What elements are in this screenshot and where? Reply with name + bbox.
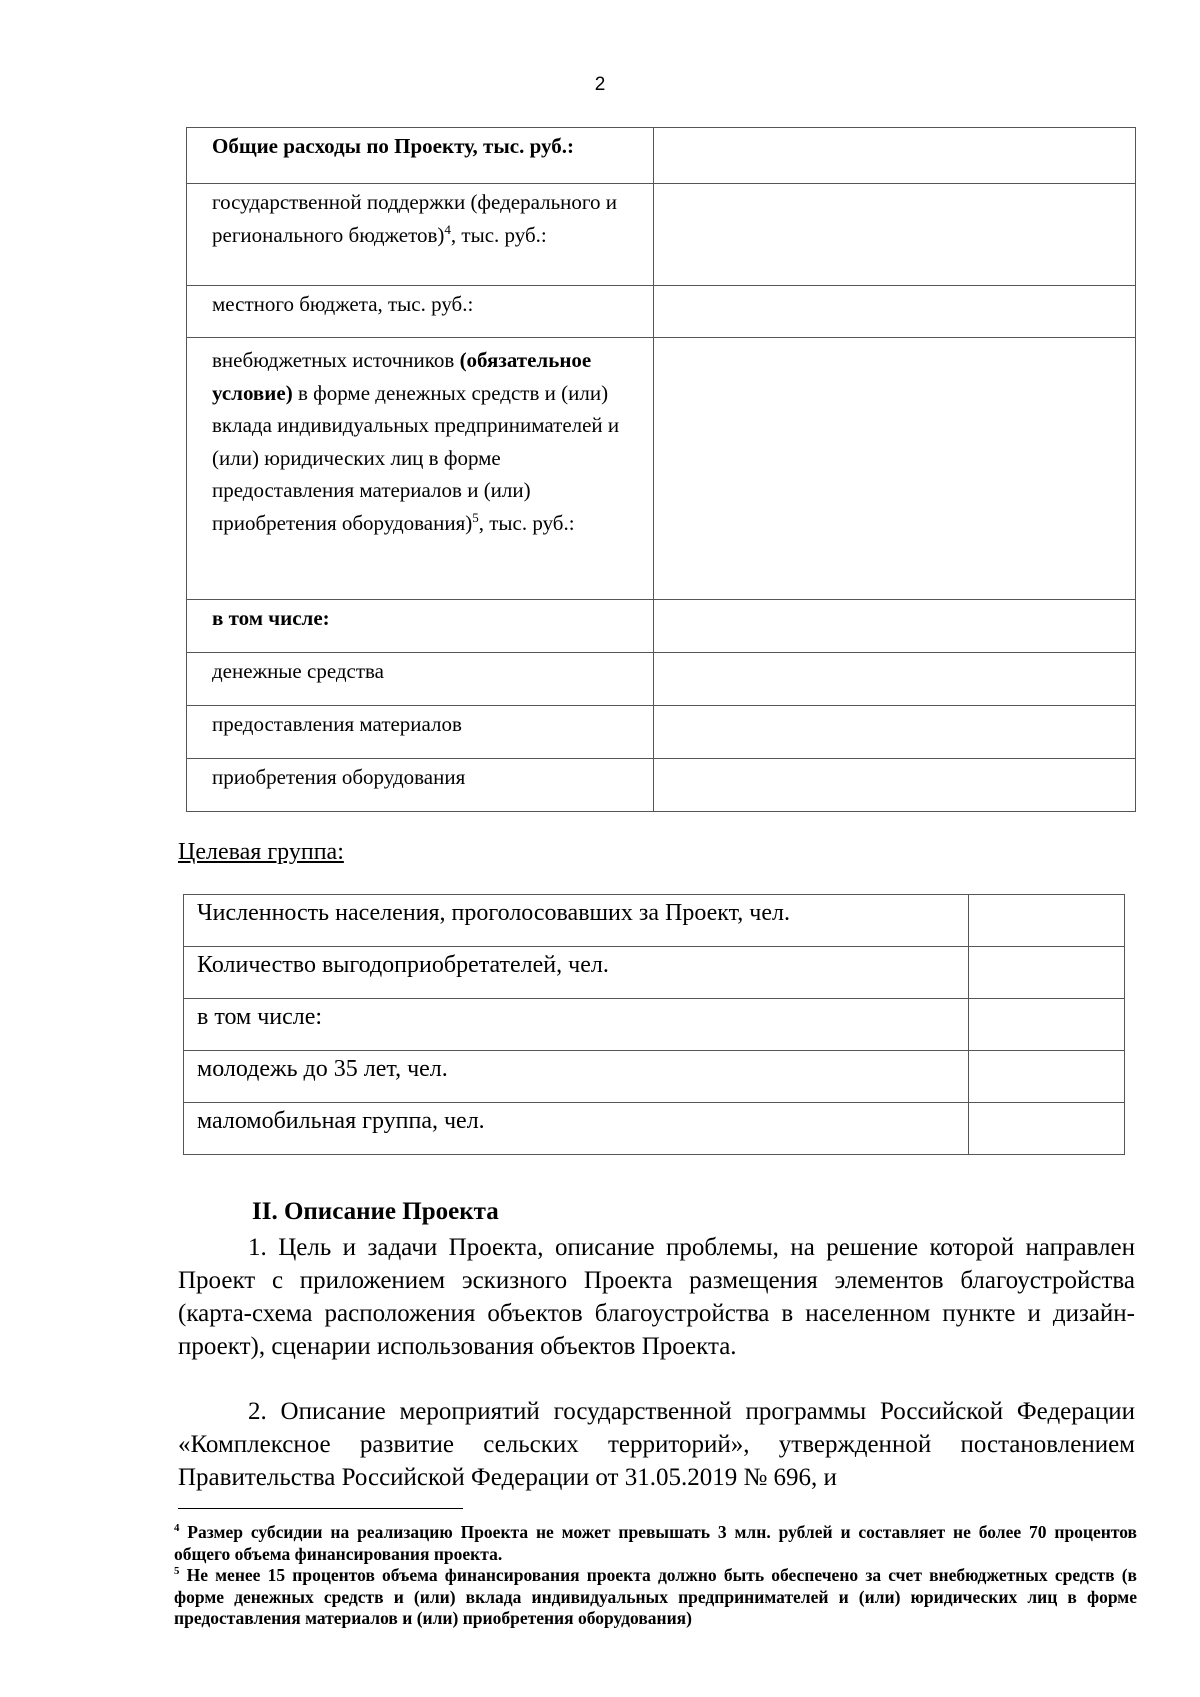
target-group-heading: Целевая группа: bbox=[178, 839, 344, 865]
state-support-label: государственной поддержки (федерального и регионального бюджетов)$^4$, тыс. руб.: bbox=[187, 184, 654, 286]
table-row bbox=[187, 286, 1136, 338]
low-mobility-label: маломобильная группа, чел. bbox=[184, 1103, 969, 1155]
youth-label: молодежь до 35 лет, чел. bbox=[184, 1051, 969, 1103]
including-value bbox=[653, 600, 1135, 653]
footnotes bbox=[174, 1522, 1137, 1630]
project-expenses-table bbox=[186, 127, 1136, 812]
footnote-4: $^4$ Размер субсидии на реализацию Проекта не может превышать 3 млн. рублей и составляет не более 70 процентов общего объема финансирования проекта. bbox=[174, 1522, 1137, 1564]
table-row bbox=[184, 947, 1125, 999]
table-row bbox=[184, 999, 1125, 1051]
materials-label: предоставления материалов bbox=[187, 706, 654, 759]
table-row bbox=[187, 706, 1136, 759]
state-support-value bbox=[653, 184, 1135, 286]
including-label: в том числе: bbox=[187, 600, 654, 653]
footnote-ref-4: 4 bbox=[444, 221, 451, 237]
extrabudget-label: внебюджетных источников (обязательное условие) в форме денежных средств и (или) вклада индивидуальных предпринимателей и (или) юридических лиц в форме предоставления материалов и (или) приобретения оборудования)$^5$, тыс. руб.: bbox=[187, 338, 654, 600]
footnote-ref-5: 5 bbox=[472, 509, 479, 525]
table-row bbox=[187, 128, 1136, 184]
table-row bbox=[187, 184, 1136, 286]
low-mobility-value bbox=[968, 1103, 1124, 1155]
cash-label: денежные средства bbox=[187, 653, 654, 706]
extrabudget-value bbox=[653, 338, 1135, 600]
voters-count-label: Численность населения, проголосовавших за Проект, чел. bbox=[184, 895, 969, 947]
table-row bbox=[187, 600, 1136, 653]
local-budget-value bbox=[653, 286, 1135, 338]
including-label: в том числе: bbox=[184, 999, 969, 1051]
footnote-5: $^5$ Не менее 15 процентов объема финансирования проекта должно быть обеспечено за счет внебюджетных средств (в форме денежных средств и (или) вклада индивидуальных предпринимателей и (или) юридических лиц в форме предоставления материалов и (или) приобретения оборудования) bbox=[174, 1565, 1137, 1628]
paragraph-2: 2. Описание мероприятий государственной программы Российской Федерации «Комплексное развитие сельских территорий», утвержденной постановлением Правительства Российской Федерации от 31.05.2019 № 696, и bbox=[178, 1398, 1135, 1491]
table-row bbox=[184, 895, 1125, 947]
equipment-value bbox=[653, 759, 1135, 812]
equipment-label: приобретения оборудования bbox=[187, 759, 654, 812]
voters-count-value bbox=[968, 895, 1124, 947]
materials-value bbox=[653, 706, 1135, 759]
section-title: II. Описание Проекта bbox=[252, 1198, 499, 1225]
cash-value bbox=[653, 653, 1135, 706]
beneficiaries-value bbox=[968, 947, 1124, 999]
including-value bbox=[968, 999, 1124, 1051]
table-row bbox=[184, 1051, 1125, 1103]
total-expenses-value bbox=[653, 128, 1135, 184]
local-budget-label: местного бюджета, тыс. руб.: bbox=[187, 286, 654, 338]
table-row bbox=[184, 1103, 1125, 1155]
table-row bbox=[187, 338, 1136, 600]
table-row bbox=[187, 653, 1136, 706]
youth-value bbox=[968, 1051, 1124, 1103]
beneficiaries-label: Количество выгодоприобретателей, чел. bbox=[184, 947, 969, 999]
page-number: 2 bbox=[594, 74, 606, 95]
total-expenses-label: Общие расходы по Проекту, тыс. руб.: bbox=[187, 128, 654, 184]
paragraph-1: 1. Цель и задачи Проекта, описание проблемы, на решение которой направлен Проект с приложением эскизного Проекта размещения элементов благоустройства (карта-схема расположения объектов благоустройства в населенном пункте и дизайн-проект), сценарии использования объектов Проекта. bbox=[178, 1234, 1135, 1360]
target-group-table bbox=[183, 894, 1125, 1155]
footnote-separator bbox=[178, 1508, 463, 1509]
table-row bbox=[187, 759, 1136, 812]
